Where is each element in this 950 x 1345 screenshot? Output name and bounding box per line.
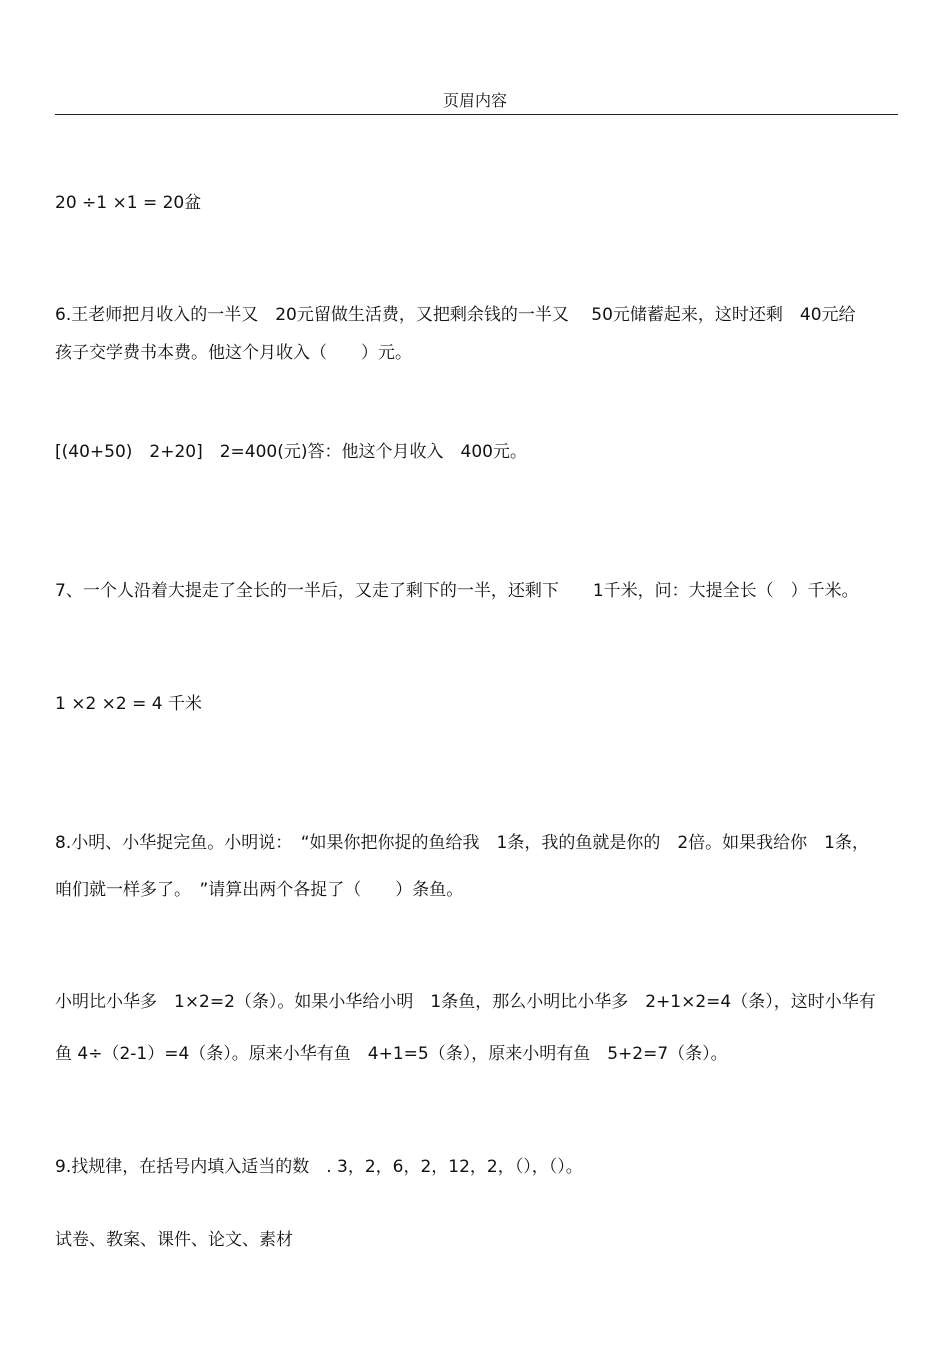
question-6-answer: [(40+50) 2+20] 2=400(元)答：他这个月收入 400元。 — [55, 442, 527, 462]
question-8-line-1: 8.小明、小华捉完鱼。小明说： “如果你把你捉的鱼给我 1条，我的鱼就是你的 2倍。如果我给你 1条， — [55, 833, 869, 853]
question-6-line-2: 孩子交学费书本费。他这个月收入（ ）元。 — [55, 343, 412, 363]
question-8-answer-line-1: 小明比小华多 1×2=2（条）。如果小华给小明 1条鱼，那么小明比小华多 2+1×2=4（条），这时小华有 — [55, 992, 876, 1012]
header-divider — [55, 114, 898, 115]
question-6-line-1: 6.王老师把月收入的一半又 20元留做生活费，又把剩余钱的一半又 50元储蓄起来，这时还剩 40元给 — [55, 305, 856, 325]
question-7-line-1: 7、一个人沿着大提走了全长的一半后，又走了剩下的一半，还剩下 1千米，问：大提全长（ ）千米。 — [55, 581, 859, 601]
question-8-line-2: 咱们就一样多了。 ”请算出两个各捉了（ ）条鱼。 — [55, 880, 464, 900]
answer-line-q5: 20 ÷1 ×1 = 20盆 — [55, 193, 202, 213]
question-9-line-1: 9.找规律，在括号内填入适当的数 . 3，2，6，2，12，2，（），（）。 — [55, 1157, 583, 1177]
page-header-title: 页眉内容 — [442, 91, 507, 110]
question-7-answer: 1 ×2 ×2 = 4 千米 — [55, 694, 203, 714]
question-8-answer-line-2: 鱼 4÷（2-1）=4（条）。原来小华有鱼 4+1=5（条），原来小明有鱼 5+2=7（条）。 — [55, 1044, 728, 1064]
page-footer-text: 试卷、教案、课件、论文、素材 — [55, 1230, 293, 1250]
